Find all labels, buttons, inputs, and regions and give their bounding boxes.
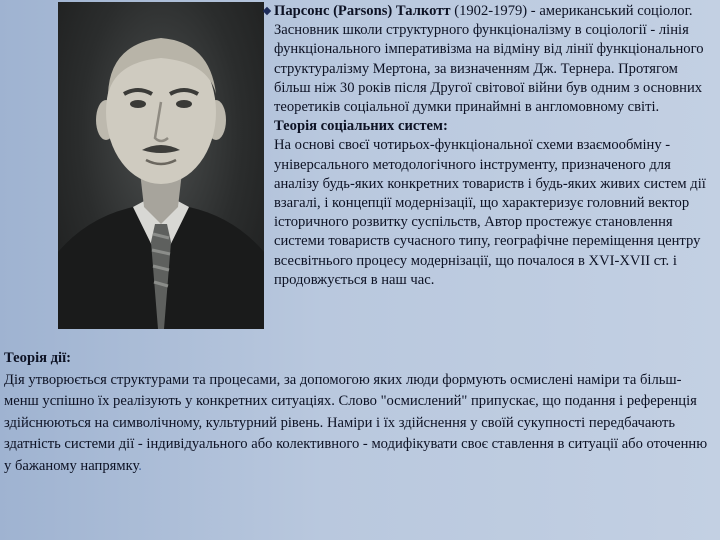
action-theory-heading: Теорія дії: xyxy=(4,350,72,366)
social-systems-text: На основі своєї чотирьох-функціональної схеми взаємообміну - універсального методологічного інструменту, призначеного для аналізу будь-яких конкретних товариств і будь-яких живих систем дії взагалі, і концепції модернізації, що характеризує головний вектор історичного розвитку суспільств, Автор простежує становлення системи товариств сучасного типу, географічне переміщення центру всесвітнього процесу модернізації, що почалося в XVI-XVII ст. і продовжується в наш час. xyxy=(274,137,706,288)
action-theory-paragraph xyxy=(4,370,716,478)
action-theory-text: Дія утворюється структурами та процесами, за допомогою яких люди формують осмислені наміри та більш-менш успішно їх реалізують у конкретних ситуаціях. Слово "осмислений" припускає, що подання і референція здійснюються на символічному, культурний рівень. Наміри і їх здійснення у своїй сукупності передбачають здатність системи дії - індивідуального або колективного - модифікувати своє ставлення в ситуації або оточенню у бажаному напрямку xyxy=(4,371,708,474)
end-mark: . xyxy=(138,457,142,474)
portrait-photo xyxy=(58,2,264,329)
portrait-illustration xyxy=(58,2,264,329)
action-theory-section xyxy=(4,348,716,478)
social-systems-heading: Теорія соціальних систем: xyxy=(274,118,448,135)
biography-paragraph xyxy=(274,2,716,117)
biography-text: (1902-1979) - американський соціолог. Засновник школи структурного функціоналізму в соціології - лінія функціонального імперативізма на відміну від лінії функціонального структуралізму Мертона, за визначенням Дж. Тернера. Протягом більш ніж 30 років після Другої світової війни був одним з основних теоретиків соціальної думки принаймні в англомовному світі. xyxy=(274,3,704,116)
bullet-marker xyxy=(263,7,271,15)
right-text-column xyxy=(274,2,716,290)
person-name: Парсонс (Parsons) Талкотт xyxy=(274,3,451,19)
